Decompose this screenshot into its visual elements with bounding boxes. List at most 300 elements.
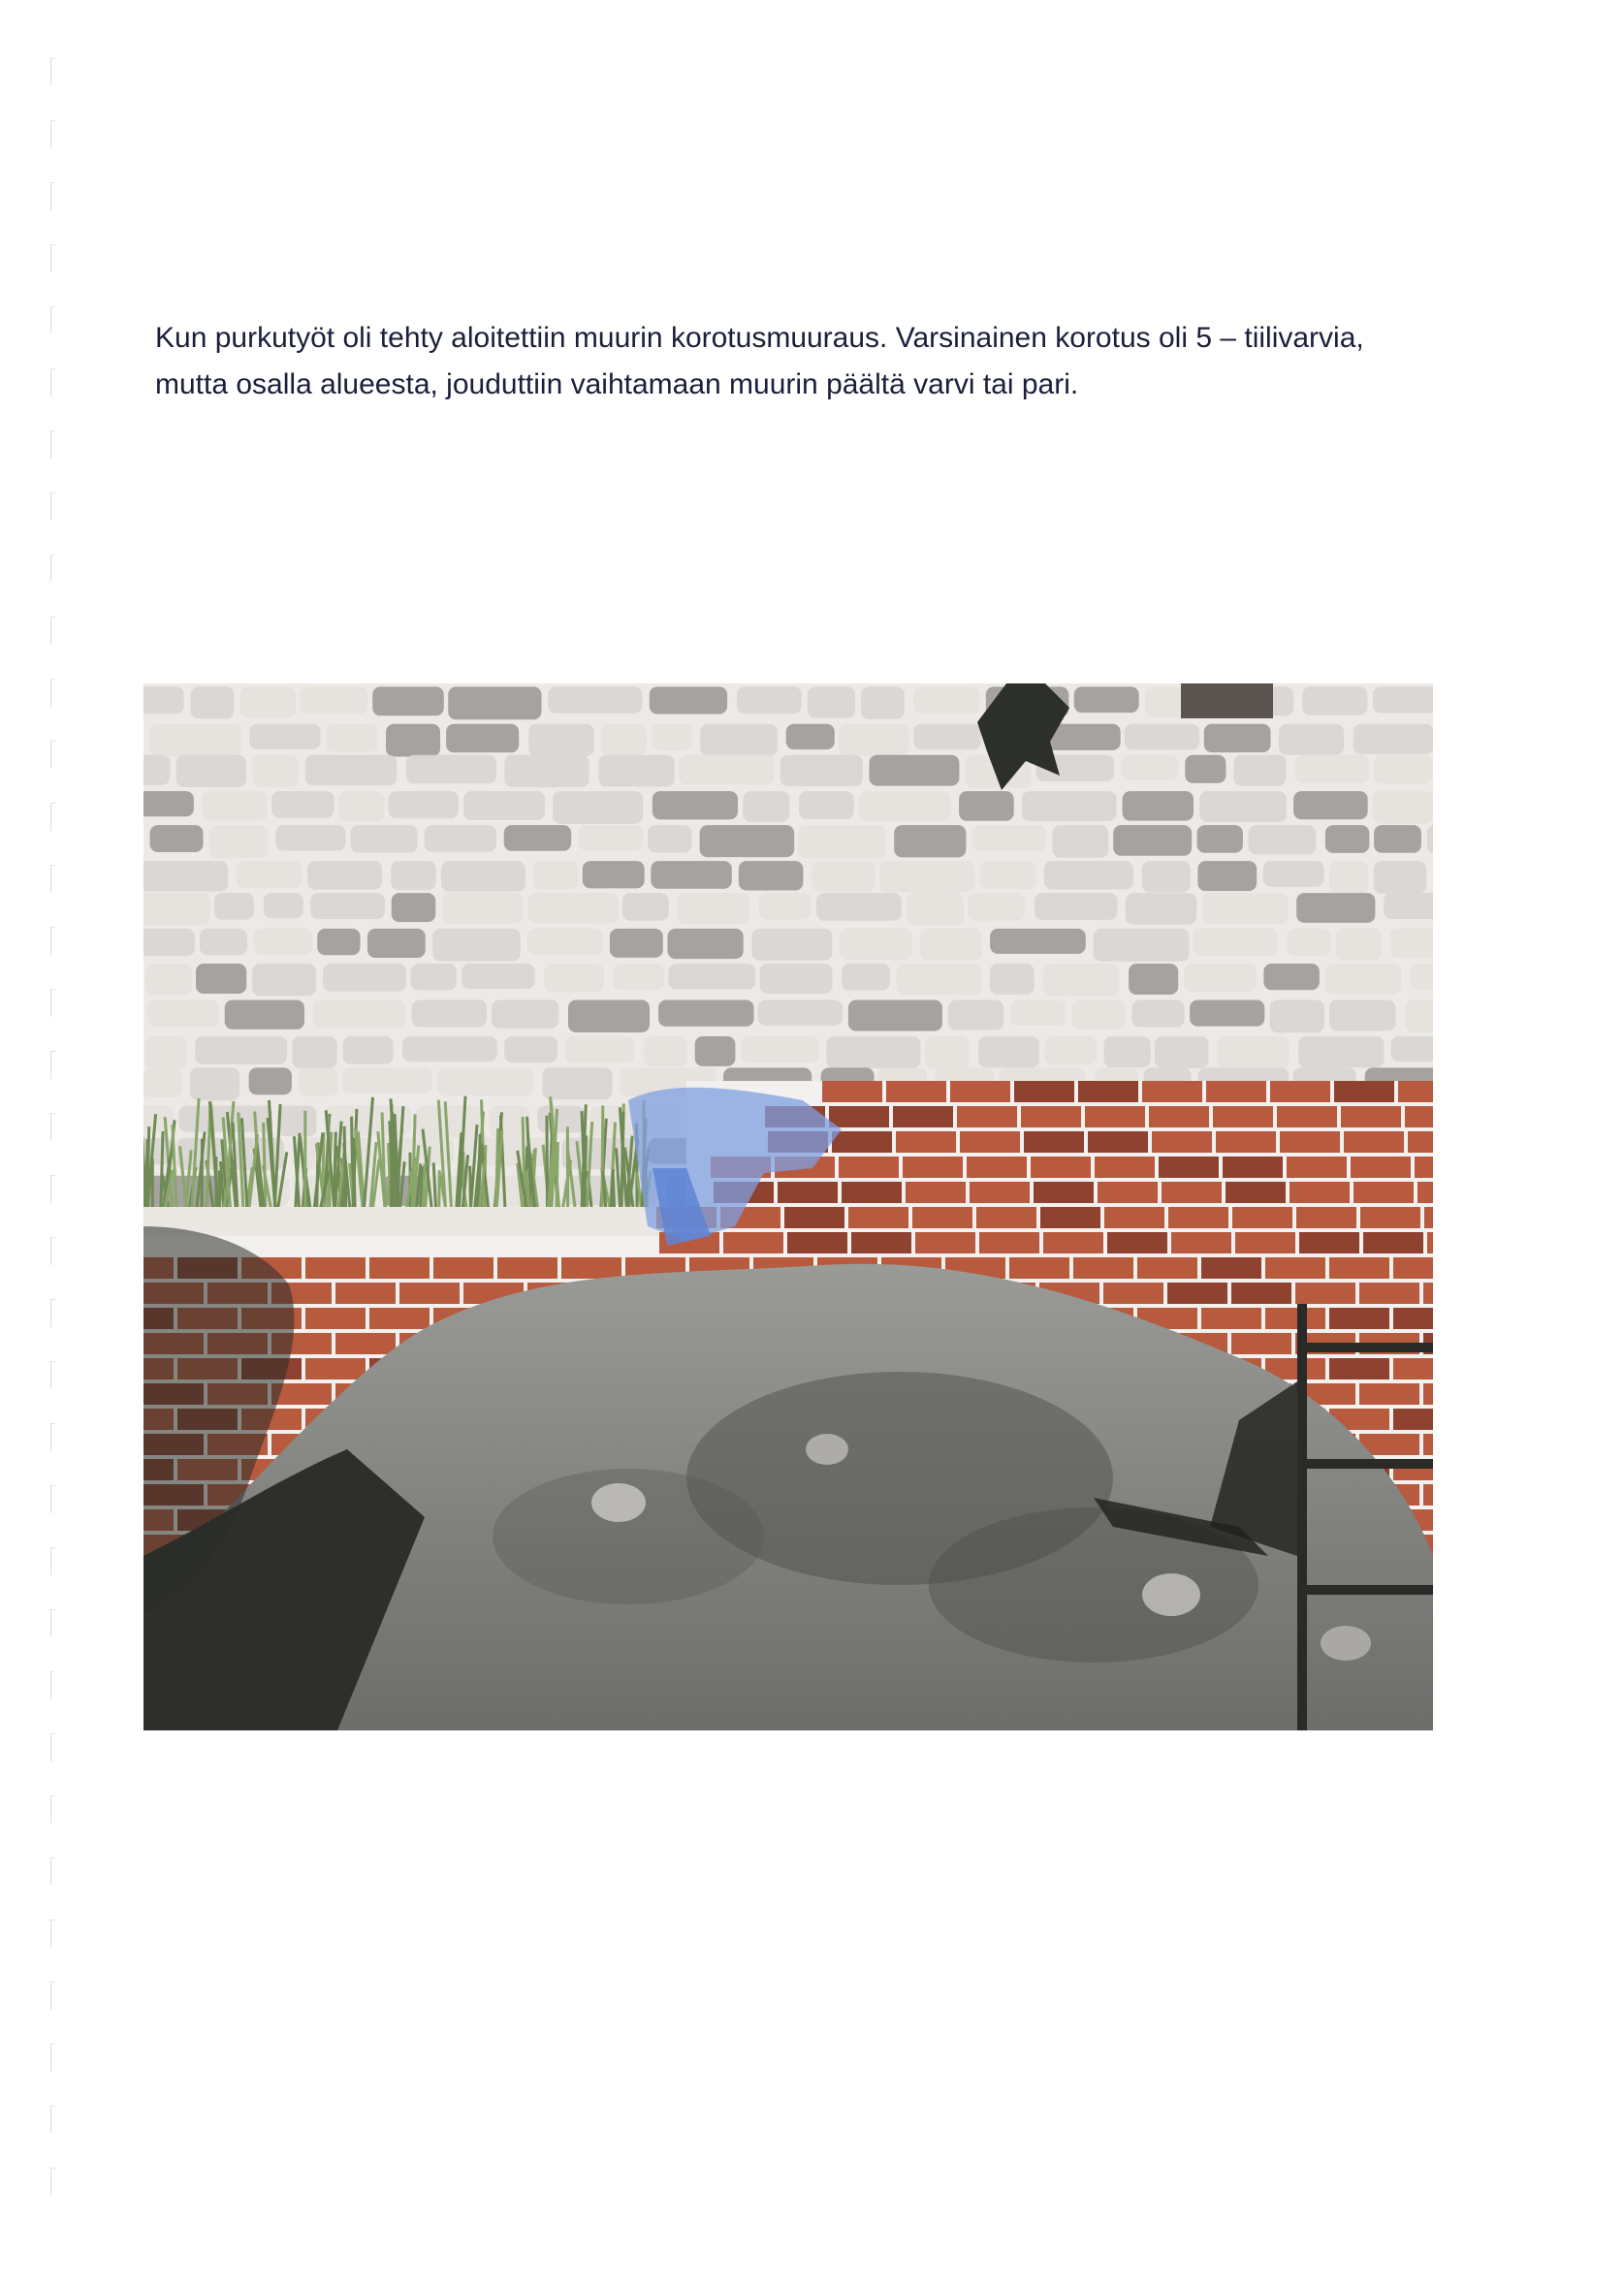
stone xyxy=(143,929,195,956)
stone xyxy=(1233,755,1286,786)
stone xyxy=(848,1000,942,1031)
binder-hole xyxy=(50,368,55,396)
brick xyxy=(1265,1308,1325,1329)
stone xyxy=(1052,825,1108,858)
grass-blade xyxy=(602,1105,603,1212)
binder-hole xyxy=(50,2168,55,2196)
stone xyxy=(839,724,908,756)
brick xyxy=(723,1232,783,1253)
stone xyxy=(1125,724,1199,750)
stone xyxy=(252,964,316,996)
stone xyxy=(1287,929,1331,956)
stone xyxy=(1121,755,1178,780)
stone xyxy=(271,791,334,818)
stone xyxy=(644,1036,687,1066)
stone xyxy=(254,929,312,955)
brick xyxy=(1363,1232,1423,1253)
brick xyxy=(1231,1333,1291,1354)
stone xyxy=(920,929,982,961)
brick xyxy=(1270,1081,1330,1102)
brick xyxy=(1232,1207,1292,1228)
brick xyxy=(1360,1207,1420,1228)
stone xyxy=(669,964,756,990)
stone xyxy=(1132,1000,1185,1028)
brick xyxy=(979,1232,1039,1253)
brick xyxy=(1329,1257,1389,1279)
stone xyxy=(553,791,643,824)
brick xyxy=(1334,1081,1394,1102)
stone xyxy=(1142,861,1191,892)
stone xyxy=(462,964,535,989)
brick xyxy=(957,1106,1017,1127)
brick xyxy=(1043,1232,1103,1253)
stone xyxy=(1336,929,1382,961)
stone xyxy=(842,964,890,991)
stone xyxy=(147,1000,219,1028)
binder-hole xyxy=(50,927,55,955)
binder-hole xyxy=(50,1671,55,1699)
stone xyxy=(870,755,960,786)
stone xyxy=(277,1106,316,1136)
stone xyxy=(658,1000,754,1027)
stone xyxy=(798,825,886,858)
stone xyxy=(1263,964,1320,990)
binder-hole xyxy=(50,1051,55,1079)
brick xyxy=(1405,1106,1433,1127)
stone xyxy=(463,791,545,820)
brick xyxy=(1415,1157,1433,1178)
brick xyxy=(1231,1283,1291,1304)
binder-hole xyxy=(50,2044,55,2072)
stone xyxy=(437,1067,533,1095)
stone xyxy=(1155,1036,1209,1068)
stone xyxy=(990,964,1035,995)
brick xyxy=(335,1283,396,1304)
paragraph-line-2: mutta osalla alueesta, jouduttiin vaihtamaan muurin päältä varvi tai pari. xyxy=(155,368,1079,400)
brick xyxy=(1423,1283,1433,1304)
binder-hole xyxy=(50,989,55,1017)
stone xyxy=(143,861,228,891)
stone xyxy=(195,1036,287,1064)
photo-brick-wall-raising xyxy=(143,683,1433,1730)
stone xyxy=(214,893,254,920)
stone xyxy=(907,893,964,925)
stone xyxy=(392,893,436,922)
brick xyxy=(967,1157,1027,1178)
brick xyxy=(822,1081,882,1102)
stone xyxy=(1373,791,1434,823)
stone xyxy=(225,1000,304,1030)
stone xyxy=(1044,861,1133,889)
stone xyxy=(583,861,645,888)
brick xyxy=(886,1081,946,1102)
brick xyxy=(903,1157,963,1178)
stone xyxy=(196,964,246,994)
brick xyxy=(1168,1207,1228,1228)
brick xyxy=(1031,1157,1091,1178)
brick xyxy=(915,1232,975,1253)
stone xyxy=(338,791,385,822)
stone xyxy=(759,893,812,919)
brick xyxy=(1290,1182,1350,1203)
brick xyxy=(787,1232,847,1253)
brick xyxy=(848,1207,908,1228)
brick xyxy=(1235,1232,1295,1253)
stone xyxy=(760,964,833,994)
stone xyxy=(351,825,418,853)
stone xyxy=(406,755,496,783)
brick xyxy=(1088,1131,1148,1153)
binder-hole xyxy=(50,120,55,148)
stone xyxy=(679,755,774,784)
stone xyxy=(143,1067,182,1097)
stone xyxy=(1302,686,1367,715)
stone xyxy=(412,1000,487,1028)
stone xyxy=(253,755,299,787)
brick xyxy=(369,1308,430,1329)
brick xyxy=(1423,1484,1433,1506)
binder-hole xyxy=(50,617,55,645)
brick xyxy=(1265,1257,1325,1279)
stone xyxy=(317,929,360,955)
stone xyxy=(700,825,795,857)
stone xyxy=(307,861,382,890)
brick xyxy=(399,1283,460,1304)
stone xyxy=(1279,724,1344,755)
stone xyxy=(1325,964,1402,995)
brick xyxy=(912,1207,972,1228)
brick xyxy=(1009,1257,1069,1279)
stone xyxy=(968,893,1025,921)
stone xyxy=(668,929,744,959)
stone xyxy=(650,686,727,713)
stone xyxy=(948,1000,1003,1031)
grass-blade xyxy=(147,1126,149,1212)
stone xyxy=(1202,893,1289,924)
stone xyxy=(1293,791,1368,819)
brick xyxy=(1408,1131,1433,1153)
stone xyxy=(443,893,523,924)
stone xyxy=(537,1106,585,1133)
binder-hole xyxy=(50,1919,55,1948)
stone xyxy=(980,861,1036,889)
stone xyxy=(1043,964,1119,997)
brick xyxy=(1098,1182,1158,1203)
stone xyxy=(372,686,444,715)
binder-hole xyxy=(50,1795,55,1823)
stone xyxy=(1390,929,1433,958)
binder-hole xyxy=(50,58,55,86)
brick xyxy=(1423,1434,1433,1455)
brick xyxy=(1393,1358,1433,1379)
brick xyxy=(1393,1409,1433,1430)
stone xyxy=(446,724,519,753)
brick xyxy=(1171,1232,1231,1253)
binder-hole xyxy=(50,679,55,707)
stone xyxy=(1194,929,1278,956)
brick xyxy=(1206,1081,1266,1102)
brick xyxy=(1223,1157,1283,1178)
brick xyxy=(1073,1257,1133,1279)
stone xyxy=(448,686,541,719)
stone xyxy=(1295,755,1369,783)
brick xyxy=(1167,1283,1227,1304)
brick xyxy=(305,1358,366,1379)
brick xyxy=(1427,1232,1433,1253)
brick xyxy=(1095,1157,1155,1178)
brick xyxy=(1393,1308,1433,1329)
stone xyxy=(264,893,303,918)
brick xyxy=(1021,1106,1081,1127)
brick xyxy=(305,1257,366,1279)
brick xyxy=(1299,1232,1359,1253)
stone xyxy=(786,724,835,749)
stone xyxy=(386,724,440,757)
stone xyxy=(812,861,876,892)
stone xyxy=(492,1000,558,1029)
stone xyxy=(613,964,664,990)
stone xyxy=(1197,825,1243,853)
stone xyxy=(1126,893,1197,925)
brick xyxy=(1296,1207,1356,1228)
stone xyxy=(343,1036,394,1064)
brick xyxy=(784,1207,844,1228)
brick xyxy=(1104,1207,1164,1228)
stone xyxy=(305,755,397,785)
brick xyxy=(1329,1308,1389,1329)
brick xyxy=(1329,1358,1389,1379)
stone xyxy=(209,825,269,858)
stone xyxy=(249,1067,292,1094)
stone xyxy=(600,724,647,755)
brick xyxy=(1149,1106,1209,1127)
stone xyxy=(325,1106,411,1136)
stone xyxy=(200,929,247,955)
stone xyxy=(143,791,194,816)
binder-hole xyxy=(50,1485,55,1513)
brick xyxy=(1295,1283,1355,1304)
stone xyxy=(959,791,1014,821)
stone xyxy=(527,929,603,955)
binder-hole xyxy=(50,1982,55,2010)
binder-hole xyxy=(50,1175,55,1203)
stone xyxy=(1185,755,1226,783)
stone xyxy=(1218,1036,1290,1069)
binder-hole xyxy=(50,306,55,334)
stone xyxy=(897,964,982,995)
stone xyxy=(1374,861,1426,894)
stone xyxy=(879,861,974,892)
brick xyxy=(1417,1182,1433,1203)
stone xyxy=(1197,861,1257,891)
stone xyxy=(1190,1000,1264,1027)
stone xyxy=(143,755,170,785)
brick xyxy=(1393,1257,1433,1279)
stone xyxy=(816,893,902,921)
grass-blade xyxy=(470,1166,471,1212)
stone xyxy=(240,686,296,717)
brick xyxy=(1107,1232,1167,1253)
stone xyxy=(1353,724,1433,754)
stone xyxy=(1113,825,1192,856)
stone xyxy=(143,893,210,925)
stone xyxy=(411,964,457,990)
brick xyxy=(976,1207,1036,1228)
brick xyxy=(1162,1182,1222,1203)
grass-blade xyxy=(219,1170,220,1212)
binder-hole xyxy=(50,492,55,521)
stone xyxy=(1374,755,1433,783)
stone xyxy=(695,1036,736,1066)
stone xyxy=(275,825,345,850)
brick xyxy=(1424,1207,1433,1228)
stone xyxy=(1022,791,1117,821)
brick xyxy=(1344,1131,1404,1153)
brick xyxy=(893,1106,953,1127)
brick xyxy=(1034,1182,1094,1203)
brick xyxy=(1216,1131,1276,1153)
stone xyxy=(1044,1036,1097,1064)
stone xyxy=(1204,724,1271,752)
stone xyxy=(327,724,378,752)
stone xyxy=(533,861,578,890)
binder-hole xyxy=(50,1857,55,1886)
brick xyxy=(1287,1157,1347,1178)
brick xyxy=(1085,1106,1145,1127)
stone xyxy=(1405,1000,1433,1033)
stone xyxy=(504,1036,557,1062)
stone xyxy=(1296,893,1375,923)
stone xyxy=(653,724,693,750)
stone xyxy=(622,893,669,921)
brick xyxy=(561,1257,621,1279)
binder-hole xyxy=(50,2106,55,2134)
stone xyxy=(799,791,854,819)
stone xyxy=(651,861,732,889)
stone xyxy=(1094,929,1190,962)
stone xyxy=(826,1036,920,1068)
stone xyxy=(145,964,192,996)
stone xyxy=(310,893,385,919)
brick xyxy=(1201,1257,1261,1279)
stone xyxy=(1104,1036,1151,1067)
stone xyxy=(861,686,905,718)
stone xyxy=(143,686,184,713)
binder-hole xyxy=(50,1237,55,1265)
stone xyxy=(1249,825,1317,854)
stone xyxy=(190,1067,239,1100)
stone xyxy=(1074,686,1139,713)
stone xyxy=(1384,893,1433,919)
stone xyxy=(1325,825,1369,853)
stone xyxy=(1391,1036,1433,1062)
body-paragraph xyxy=(155,315,1454,408)
brick xyxy=(1078,1081,1138,1102)
brick xyxy=(1024,1131,1084,1153)
stone xyxy=(441,861,525,892)
stone xyxy=(971,825,1046,851)
stone xyxy=(323,964,406,992)
stone xyxy=(743,791,789,822)
window-frame xyxy=(1181,683,1273,718)
stone xyxy=(808,686,855,717)
stone xyxy=(1270,1000,1324,1033)
stone xyxy=(367,929,426,958)
binder-hole xyxy=(50,1361,55,1389)
brick xyxy=(1213,1106,1273,1127)
stone xyxy=(313,1000,406,1029)
stone xyxy=(1263,861,1324,887)
stone xyxy=(859,791,951,821)
stone xyxy=(1374,825,1421,853)
binder-hole xyxy=(50,741,55,769)
stone xyxy=(544,964,603,992)
stone xyxy=(300,686,367,713)
paragraph-line-1: Kun purkutyöt oli tehty aloitettiin muurin korotusmuuraus. Varsinainen korotus oli 5 – tiilivarvia, xyxy=(155,322,1364,354)
stone xyxy=(176,755,246,787)
stone xyxy=(528,893,619,923)
stone xyxy=(758,1000,844,1026)
stone xyxy=(548,686,642,713)
stone xyxy=(432,929,520,962)
brick xyxy=(842,1182,902,1203)
stone xyxy=(1329,861,1368,894)
brick xyxy=(1014,1081,1074,1102)
binder-hole xyxy=(50,865,55,893)
stone xyxy=(568,1000,650,1033)
stone xyxy=(1072,1000,1125,1030)
stone xyxy=(542,1067,612,1099)
binder-hole xyxy=(50,430,55,459)
stone xyxy=(894,825,966,857)
stone xyxy=(700,724,778,756)
stone xyxy=(202,791,267,820)
binder-hole xyxy=(50,1299,55,1327)
brick xyxy=(832,1131,892,1153)
stone xyxy=(978,1036,1039,1067)
stone xyxy=(425,825,496,852)
stone xyxy=(1035,893,1118,920)
stone xyxy=(1123,791,1194,821)
stone xyxy=(144,1036,187,1068)
stone xyxy=(653,791,738,819)
brick xyxy=(960,1131,1020,1153)
brick xyxy=(1353,1182,1414,1203)
brick xyxy=(1137,1257,1197,1279)
stone xyxy=(391,861,435,890)
brick xyxy=(906,1182,966,1203)
stone xyxy=(925,1036,970,1068)
stone xyxy=(565,1036,634,1063)
binder-hole xyxy=(50,555,55,583)
stone xyxy=(1129,964,1178,995)
grass-blade xyxy=(547,1116,548,1212)
brick xyxy=(369,1257,430,1279)
stone xyxy=(299,1067,338,1095)
brick xyxy=(1201,1308,1261,1329)
stone xyxy=(1427,825,1433,853)
binder-hole xyxy=(50,1423,55,1451)
stone xyxy=(741,1036,819,1062)
brick xyxy=(497,1257,557,1279)
stone xyxy=(179,1106,273,1132)
binder-hole xyxy=(50,1547,55,1575)
stone xyxy=(610,929,663,958)
brick xyxy=(950,1081,1010,1102)
stone xyxy=(191,686,235,718)
brick xyxy=(1351,1157,1411,1178)
binder-hole xyxy=(50,182,55,210)
